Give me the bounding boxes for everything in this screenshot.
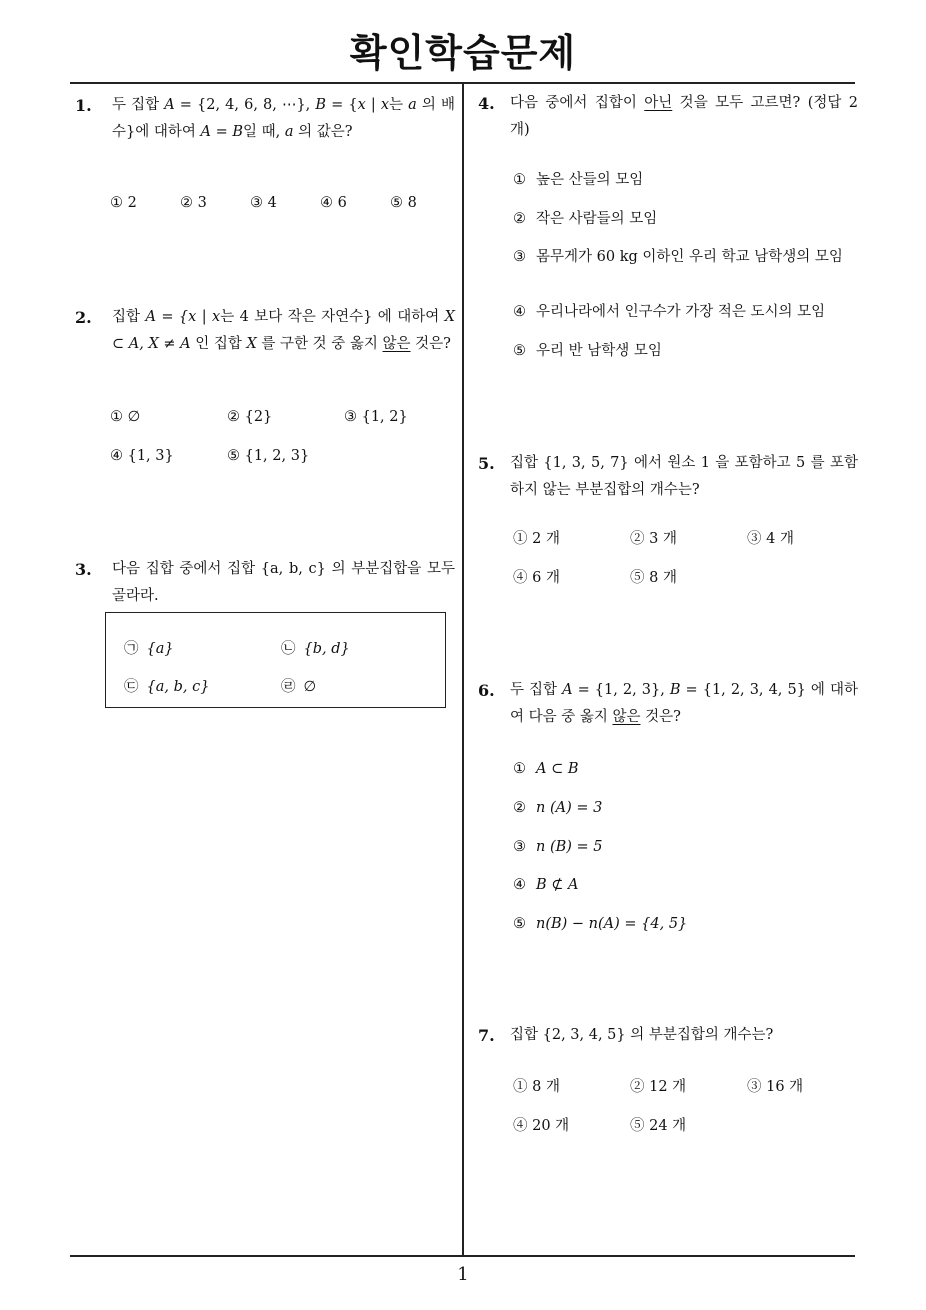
question-stem: 집합 {1, 3, 5, 7} 에서 원소 1 을 포함하고 5 를 포함하지 않는 부분집합의 개수는? [510, 455, 858, 498]
question-5 [478, 450, 858, 504]
option-1[interactable]: ① 8 개 [513, 1079, 560, 1095]
question-stem: 집합 A = {x | x는 4 보다 작은 자연수} 에 대하여 X ⊂ A, X ≠ A 인 집합 X 를 구한 것 중 옳지 않은 것은? [112, 309, 455, 352]
box-item-4[interactable]: ㉣ ∅ [281, 679, 317, 695]
underline-not: 않은 [382, 336, 411, 352]
option-4[interactable]: ④ {1, 3} [110, 448, 174, 464]
question-number: 7. [478, 1026, 495, 1045]
question-2 [75, 304, 455, 358]
option-1[interactable]: ① 2 개 [513, 531, 560, 547]
option-1[interactable]: ① 2 [110, 195, 137, 211]
question-stem: 두 집합 A = {1, 2, 3}, B = {1, 2, 3, 4, 5} 에 대하여 다음 중 옳지 않은 것은? [510, 682, 858, 725]
option-5[interactable]: ⑤ 24 개 [630, 1118, 687, 1134]
question-stem: 집합 {2, 3, 4, 5} 의 부분집합의 개수는? [510, 1027, 774, 1043]
question-number: 3. [75, 560, 92, 579]
options-row [513, 528, 853, 550]
question-number: 2. [75, 308, 92, 327]
option-4[interactable]: ④ 6 개 [513, 570, 560, 586]
option-5[interactable]: ⑤ 8 개 [630, 570, 677, 586]
option-5[interactable]: ⑤ n(B) − n(A) = {4, 5} [513, 916, 688, 932]
question-6 [478, 677, 858, 731]
option-3[interactable]: ③ {1, 2} [344, 409, 408, 425]
question-4 [478, 90, 858, 144]
option-4[interactable]: ④ 6 [320, 195, 347, 211]
option-3[interactable]: ③ 4 개 [747, 531, 794, 547]
question-stem: 두 집합 A = {2, 4, 6, 8, ⋯}, B = {x | x는 a 의 배수}에 대하여 A = B일 때, a 의 값은? [112, 97, 456, 140]
option-1[interactable]: ① A ⊂ B [513, 761, 579, 777]
options-row [513, 1076, 853, 1098]
question-7 [478, 1022, 858, 1049]
option-5[interactable]: ⑤ {1, 2, 3} [227, 448, 310, 464]
question-number: 4. [478, 94, 495, 113]
question-1 [75, 92, 455, 146]
option-2[interactable]: ② 작은 사람들의 모임 [513, 211, 658, 227]
underline-not: 아닌 [644, 95, 673, 111]
question-stem: 다음 중에서 집합이 아닌 것을 모두 고르면? (정답 2 개) [510, 95, 859, 138]
option-3[interactable]: ③ 4 [250, 195, 277, 211]
option-1[interactable]: ① 높은 산들의 모임 [513, 172, 644, 188]
options-row [110, 406, 450, 428]
option-3[interactable]: ③ 몸무게가 60 kg 이하인 우리 학교 남학생의 모임 [513, 249, 843, 265]
underline-not: 않은 [612, 709, 641, 725]
column-divider [462, 83, 464, 1255]
box-item-2[interactable]: ㉡ {b, d} [281, 641, 350, 657]
options-row [110, 192, 450, 214]
option-2[interactable]: ② 12 개 [630, 1079, 687, 1095]
option-1[interactable]: ① ∅ [110, 409, 141, 425]
option-4[interactable]: ④ B ⊄ A [513, 877, 579, 893]
option-5[interactable]: ⑤ 우리 반 남학생 모임 [513, 343, 662, 359]
bottom-rule [70, 1255, 855, 1257]
option-2[interactable]: ② 3 개 [630, 531, 677, 547]
option-4[interactable]: ④ 우리나라에서 인구수가 가장 적은 도시의 모임 [513, 304, 826, 320]
question-number: 1. [75, 96, 92, 115]
question-number: 6. [478, 681, 495, 700]
box-item-1[interactable]: ㉠ {a} [124, 641, 174, 657]
options-row [513, 567, 853, 589]
choices-box [105, 612, 446, 708]
question-number: 5. [478, 454, 495, 473]
option-4[interactable]: ④ 20 개 [513, 1118, 570, 1134]
option-2[interactable]: ② n (A) = 3 [513, 800, 603, 816]
options-row [110, 445, 450, 467]
option-3[interactable]: ③ n (B) = 5 [513, 839, 603, 855]
page-number: 1 [457, 1264, 469, 1285]
box-item-3[interactable]: ㉢ {a, b, c} [124, 679, 210, 695]
question-stem: 다음 집합 중에서 집합 {a, b, c} 의 부분집합을 모두 골라라. [112, 561, 455, 604]
option-3[interactable]: ③ 16 개 [747, 1079, 804, 1095]
options-row [513, 1115, 853, 1137]
option-2[interactable]: ② 3 [180, 195, 207, 211]
option-2[interactable]: ② {2} [227, 409, 273, 425]
question-3 [75, 556, 455, 610]
page-title: 확인학습문제 [349, 31, 577, 75]
option-5[interactable]: ⑤ 8 [390, 195, 417, 211]
